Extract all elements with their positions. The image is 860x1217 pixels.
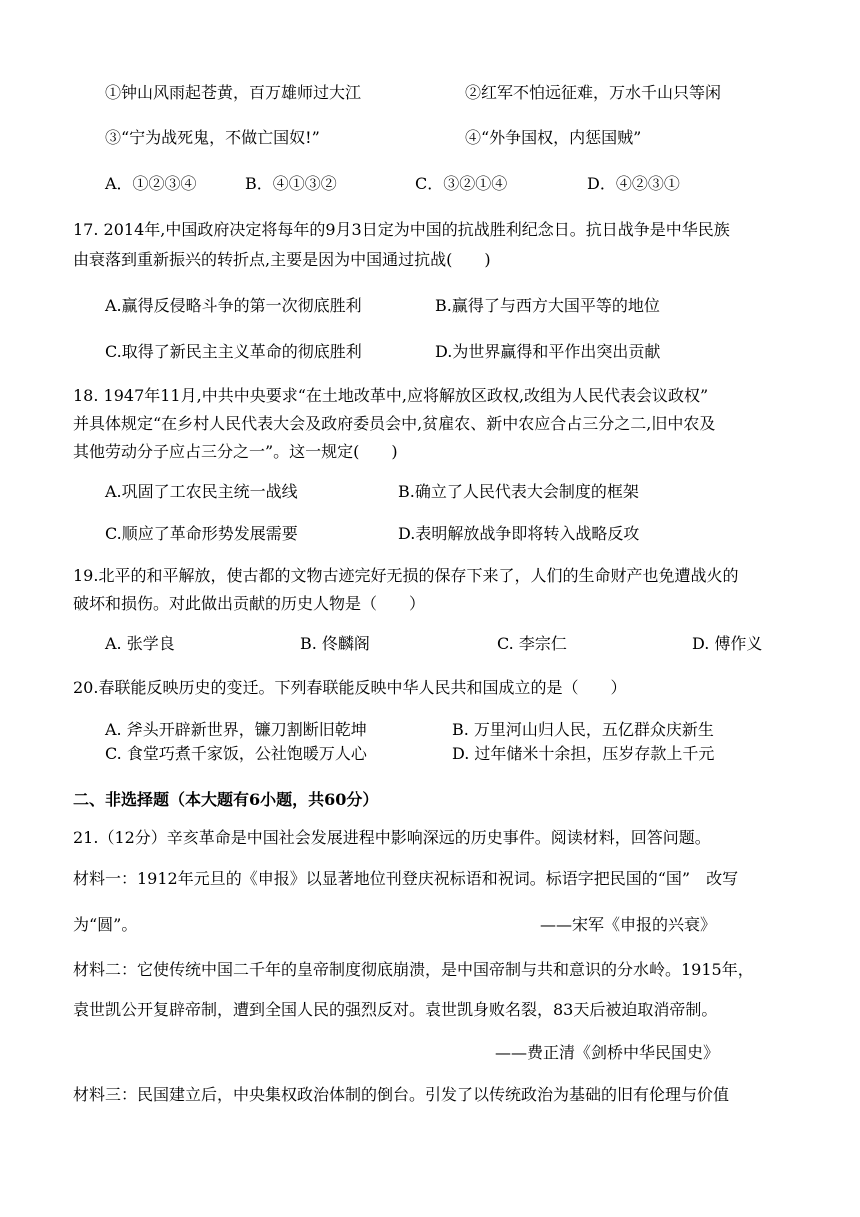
q21-material1-line1: 材料一：1912年元旦的《申报》以显著地位刊登庆祝标语和祝词。标语字把民国的“国” 改写: [73, 869, 739, 888]
q21-material2-line2: 袁世凯公开复辟帝制，遭到全国人民的强烈反对。袁世凯身败名裂，83天后被迫取消帝制。: [73, 1000, 718, 1019]
q16-option-a: A．①②③④: [105, 174, 197, 193]
q20-option-d: D. 过年储米十余担，压岁存款上千元: [452, 744, 715, 763]
q16-item-2: ②红军不怕远征难，万水千山只等闲: [465, 83, 722, 102]
q21-material2-source: ——费正清《剑桥中华民国史》: [495, 1043, 720, 1062]
q16-option-b: B．④①③②: [245, 174, 337, 193]
q19-option-d: D. 傅作义: [692, 634, 763, 653]
q20-stem: 20.春联能反映历史的变迁。下列春联能反映中华人民共和国成立的是（ ）: [73, 678, 627, 697]
q18-option-d: D.表明解放战争即将转入战略反攻: [398, 524, 640, 543]
q17-option-c: C.取得了新民主主义革命的彻底胜利: [105, 342, 362, 361]
q19-stem-line1: 19.北平的和平解放，使古都的文物古迹完好无损的保存下来了，人们的生命财产也免遭战火的: [73, 566, 739, 585]
q20-option-c: C. 食堂巧煮千家饭，公社饱暖万人心: [105, 744, 367, 763]
q17-stem-line1: 17. 2014年,中国政府决定将每年的9月3日定为中国的抗战胜利纪念日。抗日战争是中华民族: [73, 220, 730, 239]
q18-stem-line2: 并具体规定“在乡村人民代表大会及政府委员会中,贫雇农、新中农应合占三分之二,旧中农及: [73, 414, 716, 433]
q19-stem-line2: 破坏和损伤。对此做出贡献的历史人物是（ ）: [73, 594, 426, 613]
q20-option-b: B. 万里河山归人民，五亿群众庆新生: [452, 720, 714, 739]
q17-option-d: D.为世界赢得和平作出突出贡献: [435, 342, 661, 361]
q17-option-a: A.赢得反侵略斗争的第一次彻底胜利: [105, 296, 362, 315]
q18-option-c: C.顺应了革命形势发展需要: [105, 524, 298, 543]
q16-item-3: ③“宁为战死鬼，不做亡国奴!”: [105, 128, 320, 147]
q18-stem-line1: 18. 1947年11月,中共中央要求“在土地改革中,应将解放区政权,改组为人民代表会议政权”: [73, 386, 709, 405]
q17-option-b: B.赢得了与西方大国平等的地位: [435, 296, 660, 315]
q18-option-a: A.巩固了工农民主统一战线: [105, 482, 298, 501]
q19-option-c: C. 李宗仁: [497, 634, 567, 653]
q16-item-4: ④“外争国权，内惩国贼”: [465, 128, 642, 147]
q21-material1-line2: 为“圆”。: [73, 915, 138, 934]
section-heading: 二、非选择题（本大题有6小题，共60分）: [73, 790, 379, 809]
q16-option-c: C．③②①④: [415, 174, 508, 193]
q16-item-1: ①钟山风雨起苍黄，百万雄师过大江: [105, 83, 362, 102]
q17-stem-line2: 由衰落到重新振兴的转折点,主要是因为中国通过抗战( ): [73, 250, 491, 269]
q18-stem-line3: 其他劳动分子应占三分之一”。这一规定( ): [73, 442, 398, 461]
q21-material1-source: ——宋军《申报的兴衰》: [540, 915, 717, 934]
q19-option-b: B. 佟麟阁: [300, 634, 370, 653]
q20-option-a: A. 斧头开辟新世界，镰刀割断旧乾坤: [105, 720, 367, 739]
q21-stem: 21.（12分）辛亥革命是中国社会发展进程中影响深远的历史事件。阅读材料，回答问题。: [73, 828, 711, 847]
q19-option-a: A. 张学良: [105, 634, 175, 653]
q21-material3-line1: 材料三：民国建立后，中央集权政治体制的倒台。引发了以传统政治为基础的旧有伦理与价值: [73, 1085, 730, 1104]
q21-material2-line1: 材料二：它使传统中国二千年的皇帝制度彻底崩溃，是中国帝制与共和意识的分水岭。1915年，: [73, 960, 754, 979]
q18-option-b: B.确立了人民代表大会制度的框架: [398, 482, 639, 501]
q16-option-d: D．④②③①: [587, 174, 680, 193]
